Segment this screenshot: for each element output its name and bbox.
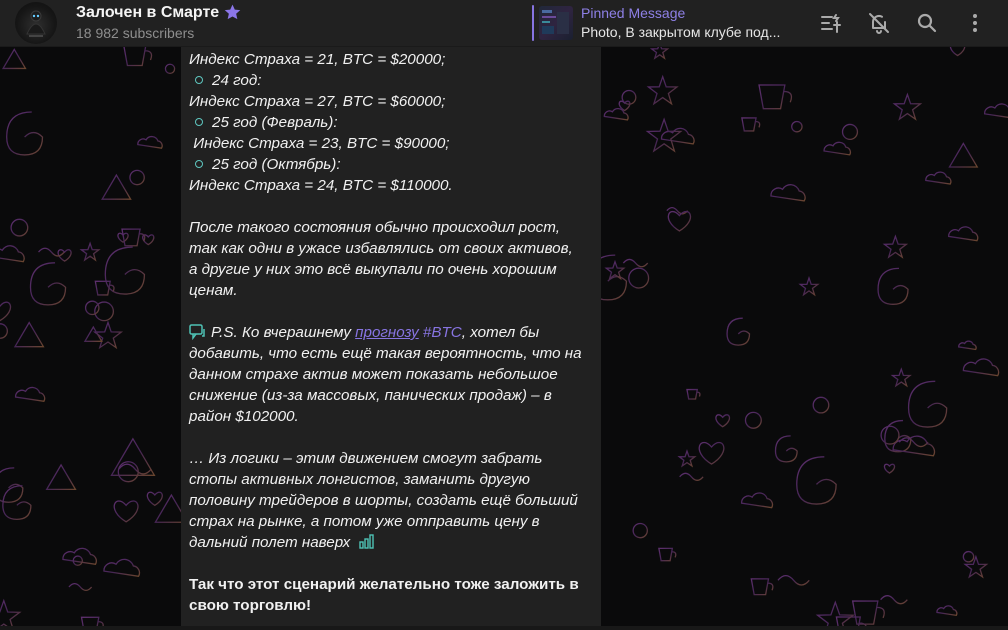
doodle-spiral <box>7 112 43 155</box>
doodle-circle <box>813 397 829 413</box>
doodle-circle <box>633 524 647 538</box>
channel-title[interactable]: Залочен в Смарте <box>76 3 220 21</box>
doodle-cup <box>742 118 760 131</box>
doodle-cloud <box>985 104 1008 118</box>
doodle-circle <box>963 552 973 562</box>
doodle-tri <box>15 323 43 347</box>
message-line: так как одни в ужасе избавлялись от своих активов, <box>189 240 573 257</box>
doodle-cloud <box>104 559 140 576</box>
pinned-indicator <box>532 5 534 41</box>
btc-hashtag[interactable]: #BTC <box>422 324 462 341</box>
filter-button[interactable] <box>818 10 844 36</box>
doodle-squiggle <box>119 464 151 474</box>
message-line: половину трейдеров в шорты, создать ещё больший <box>189 492 578 509</box>
doodle-cloud <box>937 606 957 615</box>
message-line: добавить, что есть ещё такая вероятность, что на <box>189 345 582 362</box>
doodle-tri <box>949 143 977 167</box>
bullet-icon <box>195 76 203 84</box>
doodle-heart <box>699 442 724 464</box>
message-line: снижение (из-за массовых, панических продаж) – в <box>189 387 552 404</box>
doodle-cup <box>659 548 676 560</box>
doodle-circle <box>11 219 28 236</box>
doodle-circle <box>745 412 761 428</box>
message-line: район $102000. <box>189 408 299 425</box>
doodle-tri <box>102 175 130 199</box>
doodle-tri <box>47 465 76 489</box>
doodle-cup <box>124 47 152 66</box>
doodle-star <box>649 77 677 104</box>
doodle-spiral <box>885 421 911 452</box>
doodle-spiral <box>878 268 908 304</box>
doodle-star <box>652 47 668 58</box>
doodle-cloud <box>0 246 24 262</box>
pinned-preview: Photo, В закрытом клубе под... <box>581 24 781 40</box>
doodle-tri <box>3 49 25 68</box>
doodle-star <box>679 451 695 466</box>
mute-bell-icon <box>867 11 891 35</box>
pinned-thumbnail <box>539 6 573 40</box>
doodle-cloud <box>949 227 978 241</box>
message-line: Индекс Страха = 21, BTC = $20000; <box>189 51 446 68</box>
doodle-heart <box>950 47 964 56</box>
message-line: ценам. <box>189 282 238 299</box>
doodle-heart <box>668 212 690 231</box>
doodle-cloud <box>771 185 805 201</box>
doodle-cloud <box>824 142 850 155</box>
doodle-heart <box>114 501 138 522</box>
doodle-heart <box>716 415 730 427</box>
premium-star-icon <box>223 3 242 22</box>
doodle-cloud <box>926 172 951 184</box>
doodle-squiggle <box>680 473 703 480</box>
doodle-star <box>81 243 98 260</box>
doodle-spiral <box>909 381 947 427</box>
message-line: данном страхе актив может показать небольшое <box>189 366 558 383</box>
search-button[interactable] <box>914 10 940 36</box>
message-line-with-emoji: дальний полет наверх <box>189 532 597 553</box>
doodle-tri <box>85 327 102 341</box>
doodle-cup <box>853 601 885 624</box>
doodle-star <box>893 369 911 386</box>
doodle-cup <box>122 229 145 246</box>
doodle-heart <box>884 464 894 473</box>
doodle-cloud <box>893 436 934 456</box>
message-line: Индекс Страха = 27, BTC = $60000; <box>189 93 446 110</box>
doodle-star <box>894 95 920 120</box>
doodle-cup <box>759 85 791 109</box>
pinned-message-bar[interactable] <box>532 2 792 44</box>
doodle-spiral <box>105 247 144 294</box>
doodle-star <box>885 236 907 257</box>
doodle-heart <box>147 492 162 505</box>
doodle-cloud <box>661 128 694 143</box>
doodle-star <box>965 557 986 577</box>
doodle-cloud <box>963 359 998 376</box>
doodle-star <box>606 262 624 279</box>
message-line: После такого состояния обычно происходил рост, <box>189 219 560 236</box>
doodle-circle <box>0 324 7 338</box>
message-line: … Из логики – этим движением смогут забрать <box>189 450 543 467</box>
filter-icon <box>819 11 843 35</box>
doodle-star <box>800 278 818 295</box>
message-line: стопы активных лонгистов, заманить другую <box>189 471 530 488</box>
mute-button[interactable] <box>866 10 892 36</box>
doodle-circle <box>165 64 174 73</box>
doodle-spiral <box>775 436 797 462</box>
doodle-circle <box>629 268 649 288</box>
bullet-icon <box>195 160 203 168</box>
doodle-squiggle <box>881 596 908 604</box>
doodle-circle <box>881 426 899 444</box>
doodle-circle <box>843 124 858 139</box>
doodle-circle <box>130 170 144 184</box>
doodle-star <box>648 119 681 151</box>
doodle-squiggle <box>623 259 647 266</box>
doodle-squiggle <box>69 584 92 591</box>
doodle-cloud <box>742 493 773 508</box>
channel-avatar[interactable] <box>15 2 57 44</box>
bullet-item: 25 год (Февраль): <box>189 112 597 133</box>
doodle-cloud <box>959 341 976 349</box>
doodle-spiral <box>727 318 749 345</box>
subscriber-count: 18 982 subscribers <box>76 25 195 41</box>
bullet-item: 24 год: <box>189 70 597 91</box>
search-icon <box>915 11 939 35</box>
doodle-heart <box>0 302 11 320</box>
message-text[interactable] <box>189 49 597 616</box>
more-icon <box>963 11 987 35</box>
pinned-title: Pinned Message <box>581 5 686 21</box>
doodle-spiral <box>797 457 836 504</box>
doodle-cloud <box>16 387 45 401</box>
message-line: свою торговлю! <box>189 597 312 614</box>
ps-line: P.S. Ко вчерашнему прогнозу #BTC, хотел бы <box>189 322 597 343</box>
doodle-cloud <box>138 137 162 149</box>
bottom-edge <box>0 626 1008 630</box>
doodle-cup <box>95 281 114 295</box>
doodle-spiral <box>30 263 65 305</box>
message-line: Индекс Страха = 24, BTC = $110000. <box>189 177 453 194</box>
doodle-cup <box>751 579 773 595</box>
doodle-circle <box>792 122 802 132</box>
bar-chart-icon <box>359 534 375 555</box>
doodle-squiggle <box>778 576 809 585</box>
message-line: Индекс Страха = 23, BTC = $90000; <box>189 135 450 152</box>
message-line: Так что этот сценарий желательно тоже заложить в <box>189 576 579 593</box>
bullet-icon <box>195 118 203 126</box>
message-line: а другие у них это всё выкупали по очень хорошим <box>189 261 557 278</box>
more-button[interactable] <box>962 10 988 36</box>
bullet-item: 25 год (Октябрь): <box>189 154 597 175</box>
forecast-link[interactable]: прогнозу <box>355 324 419 341</box>
chat-header <box>0 0 1008 47</box>
message-line: страх на рынке, а потом уже отправить цену в <box>189 513 540 530</box>
doodle-cup <box>687 390 700 399</box>
doodle-circle <box>86 301 99 314</box>
